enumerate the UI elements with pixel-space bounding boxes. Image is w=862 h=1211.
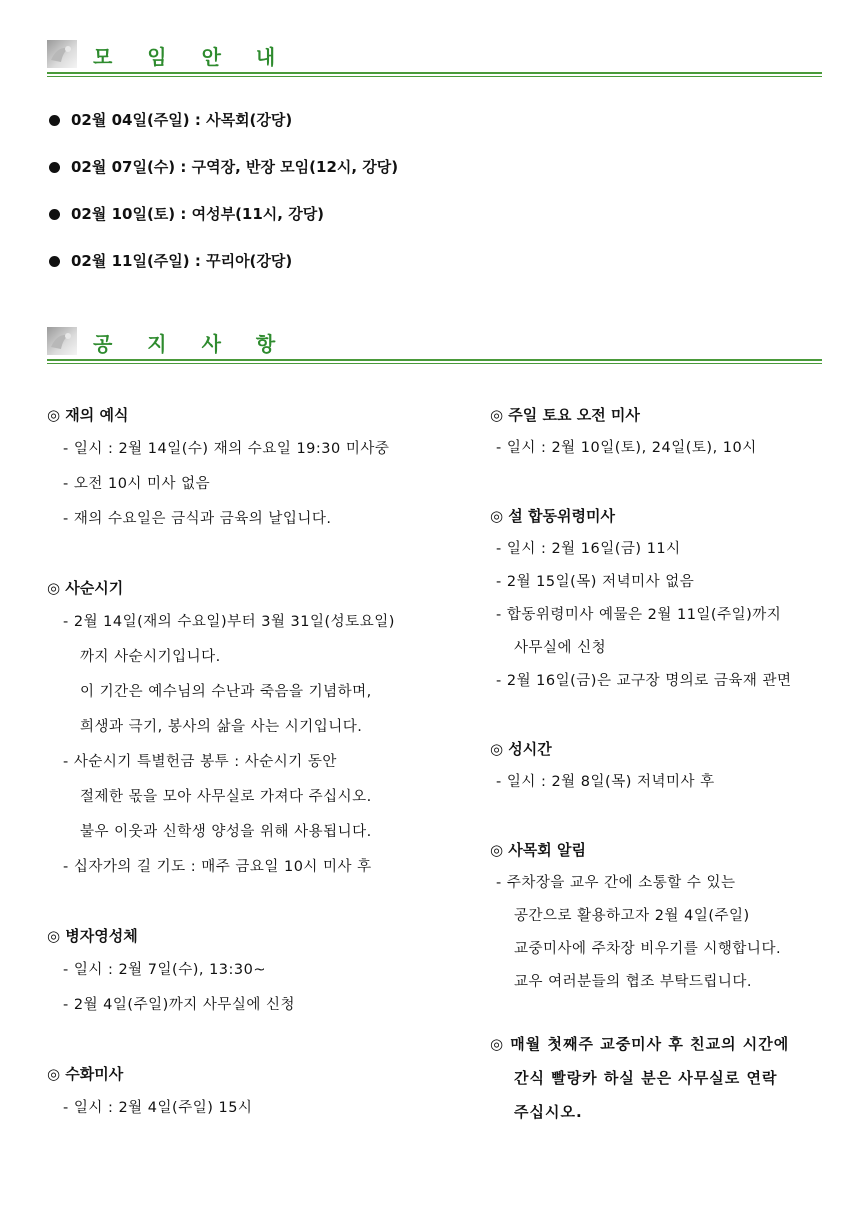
meeting-text: 02월 07일(수) : 구역장, 반장 모임(12시, 강당)	[71, 158, 399, 176]
notice-saturday-mass	[490, 398, 830, 465]
notices-header	[47, 327, 822, 367]
section-marker-icon	[47, 40, 77, 68]
notice-line: - 합동위령미사 예물은 2월 11일(주일)까지	[496, 607, 782, 623]
notice-line: - 주차장을 교우 간에 소통할 수 있는	[496, 875, 736, 891]
notice-sign-language-mass	[47, 1057, 447, 1126]
notice-fellowship-snack	[490, 1027, 830, 1129]
notice-line: - 2월 16일(금)은 교구장 명의로 금육재 관면	[496, 673, 792, 689]
notice-lent	[47, 571, 447, 885]
notice-line: - 2월 15일(목) 저녁미사 없음	[496, 574, 695, 590]
notice-line: - 2월 14일(재의 수요일)부터 3월 31일(성토요일)	[63, 614, 395, 630]
notices-right-column	[490, 398, 830, 1129]
notice-line: - 일시 : 2월 14일(수) 재의 수요일 19:30 미사중	[63, 441, 390, 457]
notice-line: 불우 이웃과 신학생 양성을 위해 사용됩니다.	[80, 824, 372, 840]
notice-line: - 십자가의 길 기도 : 매주 금요일 10시 미사 후	[63, 859, 372, 875]
notice-title: ◎ 병자영성체	[47, 927, 138, 945]
notice-line: 사무실에 신청	[514, 640, 607, 656]
notice-line: - 재의 수요일은 금식과 금육의 날입니다.	[63, 511, 332, 527]
notice-line: 희생과 극기, 봉사의 삶을 사는 시기입니다.	[80, 719, 363, 735]
meeting-text: 02월 04일(주일) : 사목회(강당)	[71, 111, 293, 129]
notice-line: - 일시 : 2월 7일(수), 13:30~	[63, 962, 267, 978]
notices-rule-bottom	[47, 363, 822, 364]
notice-line: - 오전 10시 미사 없음	[63, 476, 211, 492]
notice-line: - 일시 : 2월 4일(주일) 15시	[63, 1100, 253, 1116]
notice-title: ◎ 매월 첫째주 교중미사 후 친교의 시간에	[490, 1035, 790, 1053]
notice-line: 까지 사순시기입니다.	[80, 649, 221, 665]
bullet-icon	[49, 209, 60, 220]
notice-line: - 일시 : 2월 16일(금) 11시	[496, 541, 681, 557]
notice-line: - 일시 : 2월 10일(토), 24일(토), 10시	[496, 440, 757, 456]
notices-rule-top	[47, 359, 822, 361]
notice-line: 공간으로 활용하고자 2월 4일(주일)	[514, 908, 750, 924]
notice-line: 이 기간은 예수님의 수난과 죽음을 기념하며,	[80, 684, 372, 700]
bullet-icon	[49, 162, 60, 173]
notice-title: ◎ 수화미사	[47, 1065, 124, 1083]
meeting-text: 02월 10일(토) : 여성부(11시, 강당)	[71, 205, 325, 223]
meeting-text: 02월 11일(주일) : 꾸리아(강당)	[71, 252, 293, 270]
bullet-icon	[49, 115, 60, 126]
notice-pastoral-council	[490, 833, 830, 999]
notice-title: ◎ 설 합동위령미사	[490, 507, 615, 525]
notice-sick-communion	[47, 919, 447, 1023]
notice-line: - 2월 4일(주일)까지 사무실에 신청	[63, 997, 296, 1013]
notice-title: ◎ 사순시기	[47, 579, 124, 597]
notice-line: - 일시 : 2월 8일(목) 저녁미사 후	[496, 774, 715, 790]
notice-line: 교우 여러분들의 협조 부탁드립니다.	[514, 974, 753, 990]
notice-memorial-mass	[490, 499, 830, 698]
notice-title: ◎ 주일 토요 오전 미사	[490, 406, 640, 424]
meetings-rule-bottom	[47, 76, 822, 77]
bullet-icon	[49, 256, 60, 267]
notices-left-column	[47, 398, 447, 1126]
notice-title: ◎ 성시간	[490, 740, 552, 758]
notice-line: 교중미사에 주차장 비우기를 시행합니다.	[514, 941, 782, 957]
notice-line: - 사순시기 특별헌금 봉투 : 사순시기 동안	[63, 754, 337, 770]
notice-title: ◎ 재의 예식	[47, 406, 129, 424]
meetings-rule-top	[47, 72, 822, 74]
notice-line: 간식 빨랑카 하실 분은 사무실로 연락	[514, 1069, 778, 1087]
notice-title: ◎ 사목회 알림	[490, 841, 586, 859]
meetings-header	[47, 40, 822, 80]
section-marker-icon	[47, 327, 77, 355]
meetings-title: 모 임 안 내	[93, 45, 290, 69]
notice-ash-wednesday	[47, 398, 447, 537]
notice-line: 절제한 몫을 모아 사무실로 가져다 주십시오.	[80, 789, 372, 805]
notice-line: 주십시오.	[514, 1103, 583, 1121]
notices-title: 공 지 사 항	[93, 332, 290, 356]
notice-holy-hour	[490, 732, 830, 799]
